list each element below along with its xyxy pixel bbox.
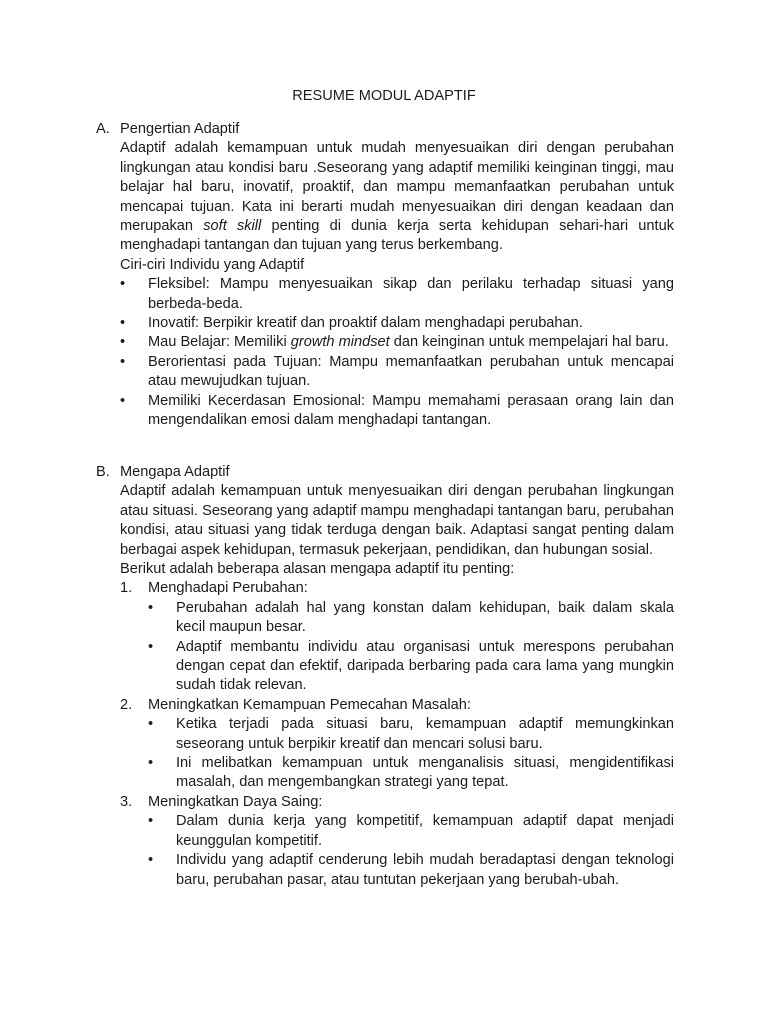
- reason-point: [148, 812, 674, 851]
- reason-title: Meningkatkan Daya Saing:: [148, 793, 323, 810]
- ciri-item: [120, 392, 674, 431]
- ciri-label: Berorientasi pada Tujuan:: [148, 353, 322, 370]
- section-b-body: [120, 482, 674, 890]
- reason-point: [148, 851, 674, 890]
- reason-point-text: Ketika terjadi pada situasi baru, kemampuan adaptif memungkinkan seseorang untuk berpikir kreatif dan mencari solusi baru.: [176, 716, 674, 752]
- section-b-paragraph: Adaptif adalah kemampuan untuk menyesuaikan diri dengan perubahan lingkungan atau situasi. Seseorang yang adaptif mampu menghadapi tantangan baru, perubahan kondisi, atau situasi yang tidak terduga dengan baik. Adaptasi sangat penting dalam berbagai aspek kehidupan, termasuk pekerjaan, pendidikan, dan hubungan sosial.: [120, 483, 674, 558]
- bullet-icon: •: [120, 334, 126, 351]
- section-b: [96, 463, 674, 890]
- ciri-heading: Ciri-ciri Individu yang Adaptif: [120, 256, 305, 273]
- section-a-para-text: Adaptif adalah kemampuan untuk mudah menyesuaikan diri dengan perubahan lingkungan atau kondisi baru .Seseorang yang adaptif memiliki keinginan tinggi, mau belajar hal baru, inovatif, proaktif, dan mampu memanfaatkan perubahan untuk mencapai tujuan. Kata ini berarti mudah menyesuaikan diri dengan keadaan dan merupakan: [120, 140, 674, 235]
- ciri-label: Mau Belajar:: [148, 334, 230, 351]
- ciri-text: Mampu memanfaatkan perubahan untuk mencapai atau mewujudkan tujuan.: [148, 353, 674, 390]
- section-b-header: [96, 463, 674, 482]
- reason-point-text: Individu yang adaptif cenderung lebih mudah beradaptasi dengan teknologi baru, perubahan pasar, atau tuntutan pekerjaan yang berubah-ubah.: [176, 852, 674, 888]
- section-a-para-text-end: penting di dunia kerja serta kehidupan sehari-hari untuk menghadapi tantangan dan tujuan yang terus berkembang.: [120, 218, 674, 254]
- ciri-text: Mampu memahami perasaan orang lain dan mengendalikan emosi dalam menghadapi tantangan.: [148, 392, 674, 429]
- reason-point-text: Ini melibatkan kemampuan untuk menganalisis situasi, mengidentifikasi masalah, dan mengembangkan strategi yang tepat.: [176, 755, 674, 791]
- section-b-intro: Berikut adalah beberapa alasan mengapa adaptif itu penting:: [120, 561, 515, 578]
- reason-point: [148, 638, 674, 696]
- reason-number: 3.: [120, 793, 133, 810]
- ciri-text: Berpikir kreatif dan proaktif dalam menghadapi perubahan.: [199, 315, 583, 332]
- section-a-heading: Pengertian Adaptif: [120, 121, 240, 137]
- reason-points: [148, 599, 674, 696]
- reason-title: Menghadapi Perubahan:: [148, 580, 308, 597]
- bullet-icon: •: [148, 813, 154, 830]
- section-a-body: [120, 139, 674, 430]
- reason-points: [148, 715, 674, 793]
- section-a: [96, 120, 674, 430]
- section-a-header: [96, 120, 674, 139]
- reason-point: [148, 599, 674, 638]
- ciri-italic: growth mindset: [290, 334, 390, 351]
- bullet-icon: •: [120, 353, 126, 370]
- document-title: RESUME MODUL ADAPTIF: [292, 88, 476, 104]
- ciri-item: [120, 275, 674, 314]
- bullet-icon: •: [148, 852, 154, 869]
- section-b-heading: Mengapa Adaptif: [120, 464, 230, 480]
- section-a-letter: A.: [96, 121, 110, 137]
- reason-point-text: Dalam dunia kerja yang kompetitif, kemampuan adaptif dapat menjadi keunggulan kompetitif.: [176, 813, 674, 849]
- ciri-item: [120, 353, 674, 392]
- ciri-text: Mampu menyesuaikan sikap dan perilaku terhadap situasi yang berbeda-beda.: [148, 276, 674, 312]
- ciri-label: Inovatif:: [148, 315, 200, 332]
- bullet-icon: •: [148, 755, 154, 772]
- section-a-para-italic: soft skill: [203, 218, 262, 235]
- reason-point-text: Perubahan adalah hal yang konstan dalam kehidupan, baik dalam skala kecil maupun besar.: [176, 599, 674, 636]
- reason-point-text: Adaptif membantu individu atau organisasi untuk merespons perubahan dengan cepat dan efektif, daripada berbaring pada cara lama yang mungkin sudah tidak relevan.: [176, 638, 674, 694]
- reason-number: 2.: [120, 696, 133, 713]
- reason-item: [120, 793, 674, 812]
- reason-item: [120, 696, 674, 715]
- ciri-text-end: dan keinginan untuk mempelajari hal baru.: [389, 334, 669, 351]
- bullet-icon: •: [148, 716, 154, 733]
- bullet-icon: •: [120, 392, 126, 409]
- reason-item: [120, 579, 674, 598]
- section-b-letter: B.: [96, 464, 110, 480]
- bullet-icon: •: [148, 599, 154, 616]
- ciri-text: Memiliki: [229, 334, 291, 351]
- ciri-label: Memiliki Kecerdasan Emosional:: [148, 392, 366, 409]
- ciri-item: [120, 333, 674, 352]
- bullet-icon: •: [120, 315, 126, 332]
- reason-title: Meningkatkan Kemampuan Pemecahan Masalah:: [148, 696, 471, 713]
- reason-point: [148, 754, 674, 793]
- ciri-item: [120, 314, 674, 333]
- ciri-label: Fleksibel:: [148, 276, 210, 293]
- bullet-icon: •: [120, 276, 126, 293]
- section-a-paragraph: [120, 139, 674, 255]
- bullet-icon: •: [148, 638, 154, 655]
- reason-number: 1.: [120, 580, 133, 597]
- reason-points: [148, 812, 674, 890]
- reason-point: [148, 715, 674, 754]
